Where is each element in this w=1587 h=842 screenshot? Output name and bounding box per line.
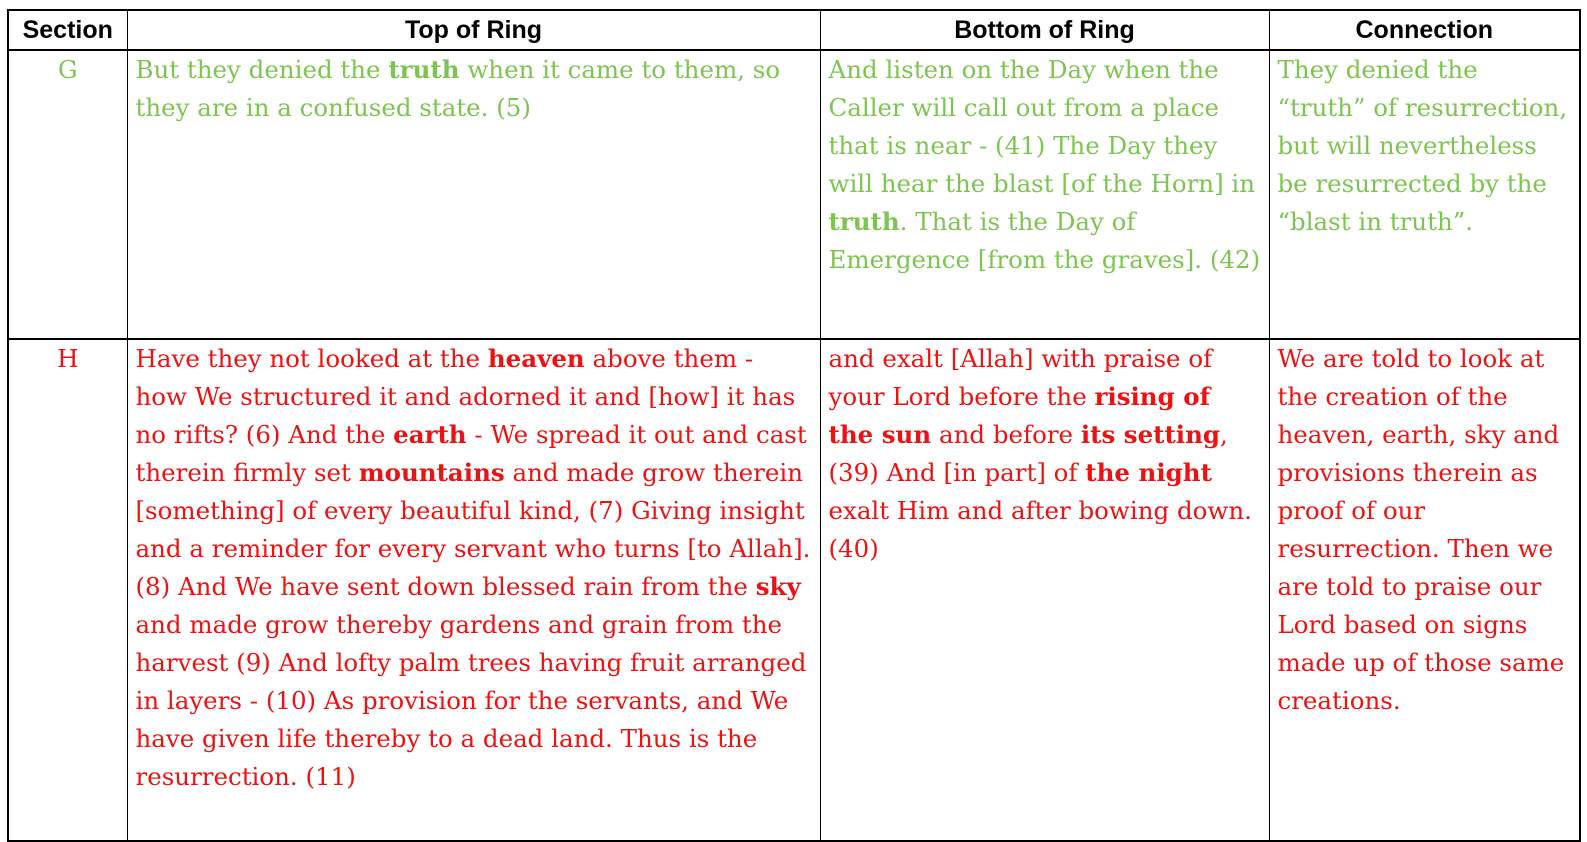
bold-keyword: truth <box>828 207 900 236</box>
bold-keyword: rising of the sun <box>828 382 1211 449</box>
bold-keyword: its setting <box>1080 420 1221 449</box>
header-top-of-ring: Top of Ring <box>127 10 820 50</box>
bold-keyword: the night <box>1085 458 1212 487</box>
connection-text <box>1269 50 1580 339</box>
bold-keyword: truth <box>388 55 460 84</box>
text-run: and before <box>931 420 1081 449</box>
top-of-ring-text <box>127 50 820 339</box>
connection-text <box>1269 339 1580 841</box>
bold-keyword: mountains <box>358 458 505 487</box>
header-bottom-of-ring: Bottom of Ring <box>820 10 1269 50</box>
text-run: - We spread it out and cast therein firmly set <box>135 420 807 487</box>
text-run: We are told to look at the creation of the heaven, earth, sky and provisions therein as proof of our resurrection. Then we are told to praise our Lord based on signs made up of those same creations. <box>1277 344 1565 715</box>
text-run: But they denied the <box>135 55 389 84</box>
header-connection: Connection <box>1269 10 1580 50</box>
ring-structure-table <box>7 9 1581 842</box>
table-row-g <box>8 50 1580 339</box>
bold-keyword: heaven <box>487 344 585 373</box>
text-run: and made grow thereby gardens and grain from the harvest (9) And lofty palm trees having fruit arranged in layers - (10) As provision for the servants, and We have given life thereby to a dead land. Thus is the resurrection. (11) <box>135 610 807 791</box>
text-run: and exalt [Allah] with praise of your Lord before the <box>828 344 1213 411</box>
text-run: exalt Him and after bowing down. (40) <box>828 496 1252 563</box>
text-run: And listen on the Day when the Caller will call out from a place that is near - (41) The Day they will hear the blast [of the Horn] in <box>828 55 1256 198</box>
text-run: above them - how We structured it and adorned it and [how] it has no rifts? (6) And the <box>135 344 796 449</box>
bold-keyword: sky <box>755 572 801 601</box>
text-run: , (39) And [in part] of <box>828 420 1228 487</box>
text-run: They denied the “truth” of resurrection, but will nevertheless be resurrected by the “blast in truth”. <box>1277 55 1568 236</box>
bottom-of-ring-text <box>820 339 1269 841</box>
top-of-ring-text <box>127 339 820 841</box>
text-run: and made grow therein [something] of every beautiful kind, (7) Giving insight and a reminder for every servant who turns [to Allah]. (8) And We have sent down blessed rain from the <box>135 458 811 601</box>
text-run: when it came to them, so they are in a confused state. (5) <box>135 55 781 122</box>
header-row <box>8 10 1580 50</box>
bottom-of-ring-text <box>820 50 1269 339</box>
ring-table-container <box>7 9 1581 842</box>
bold-keyword: earth <box>393 420 467 449</box>
text-run: . That is the Day of Emergence [from the graves]. (42) <box>828 207 1261 274</box>
header-section: Section <box>8 10 127 50</box>
table-row-h <box>8 339 1580 841</box>
text-run: Have they not looked at the <box>135 344 488 373</box>
section-label: H <box>8 339 127 841</box>
section-label: G <box>8 50 127 339</box>
